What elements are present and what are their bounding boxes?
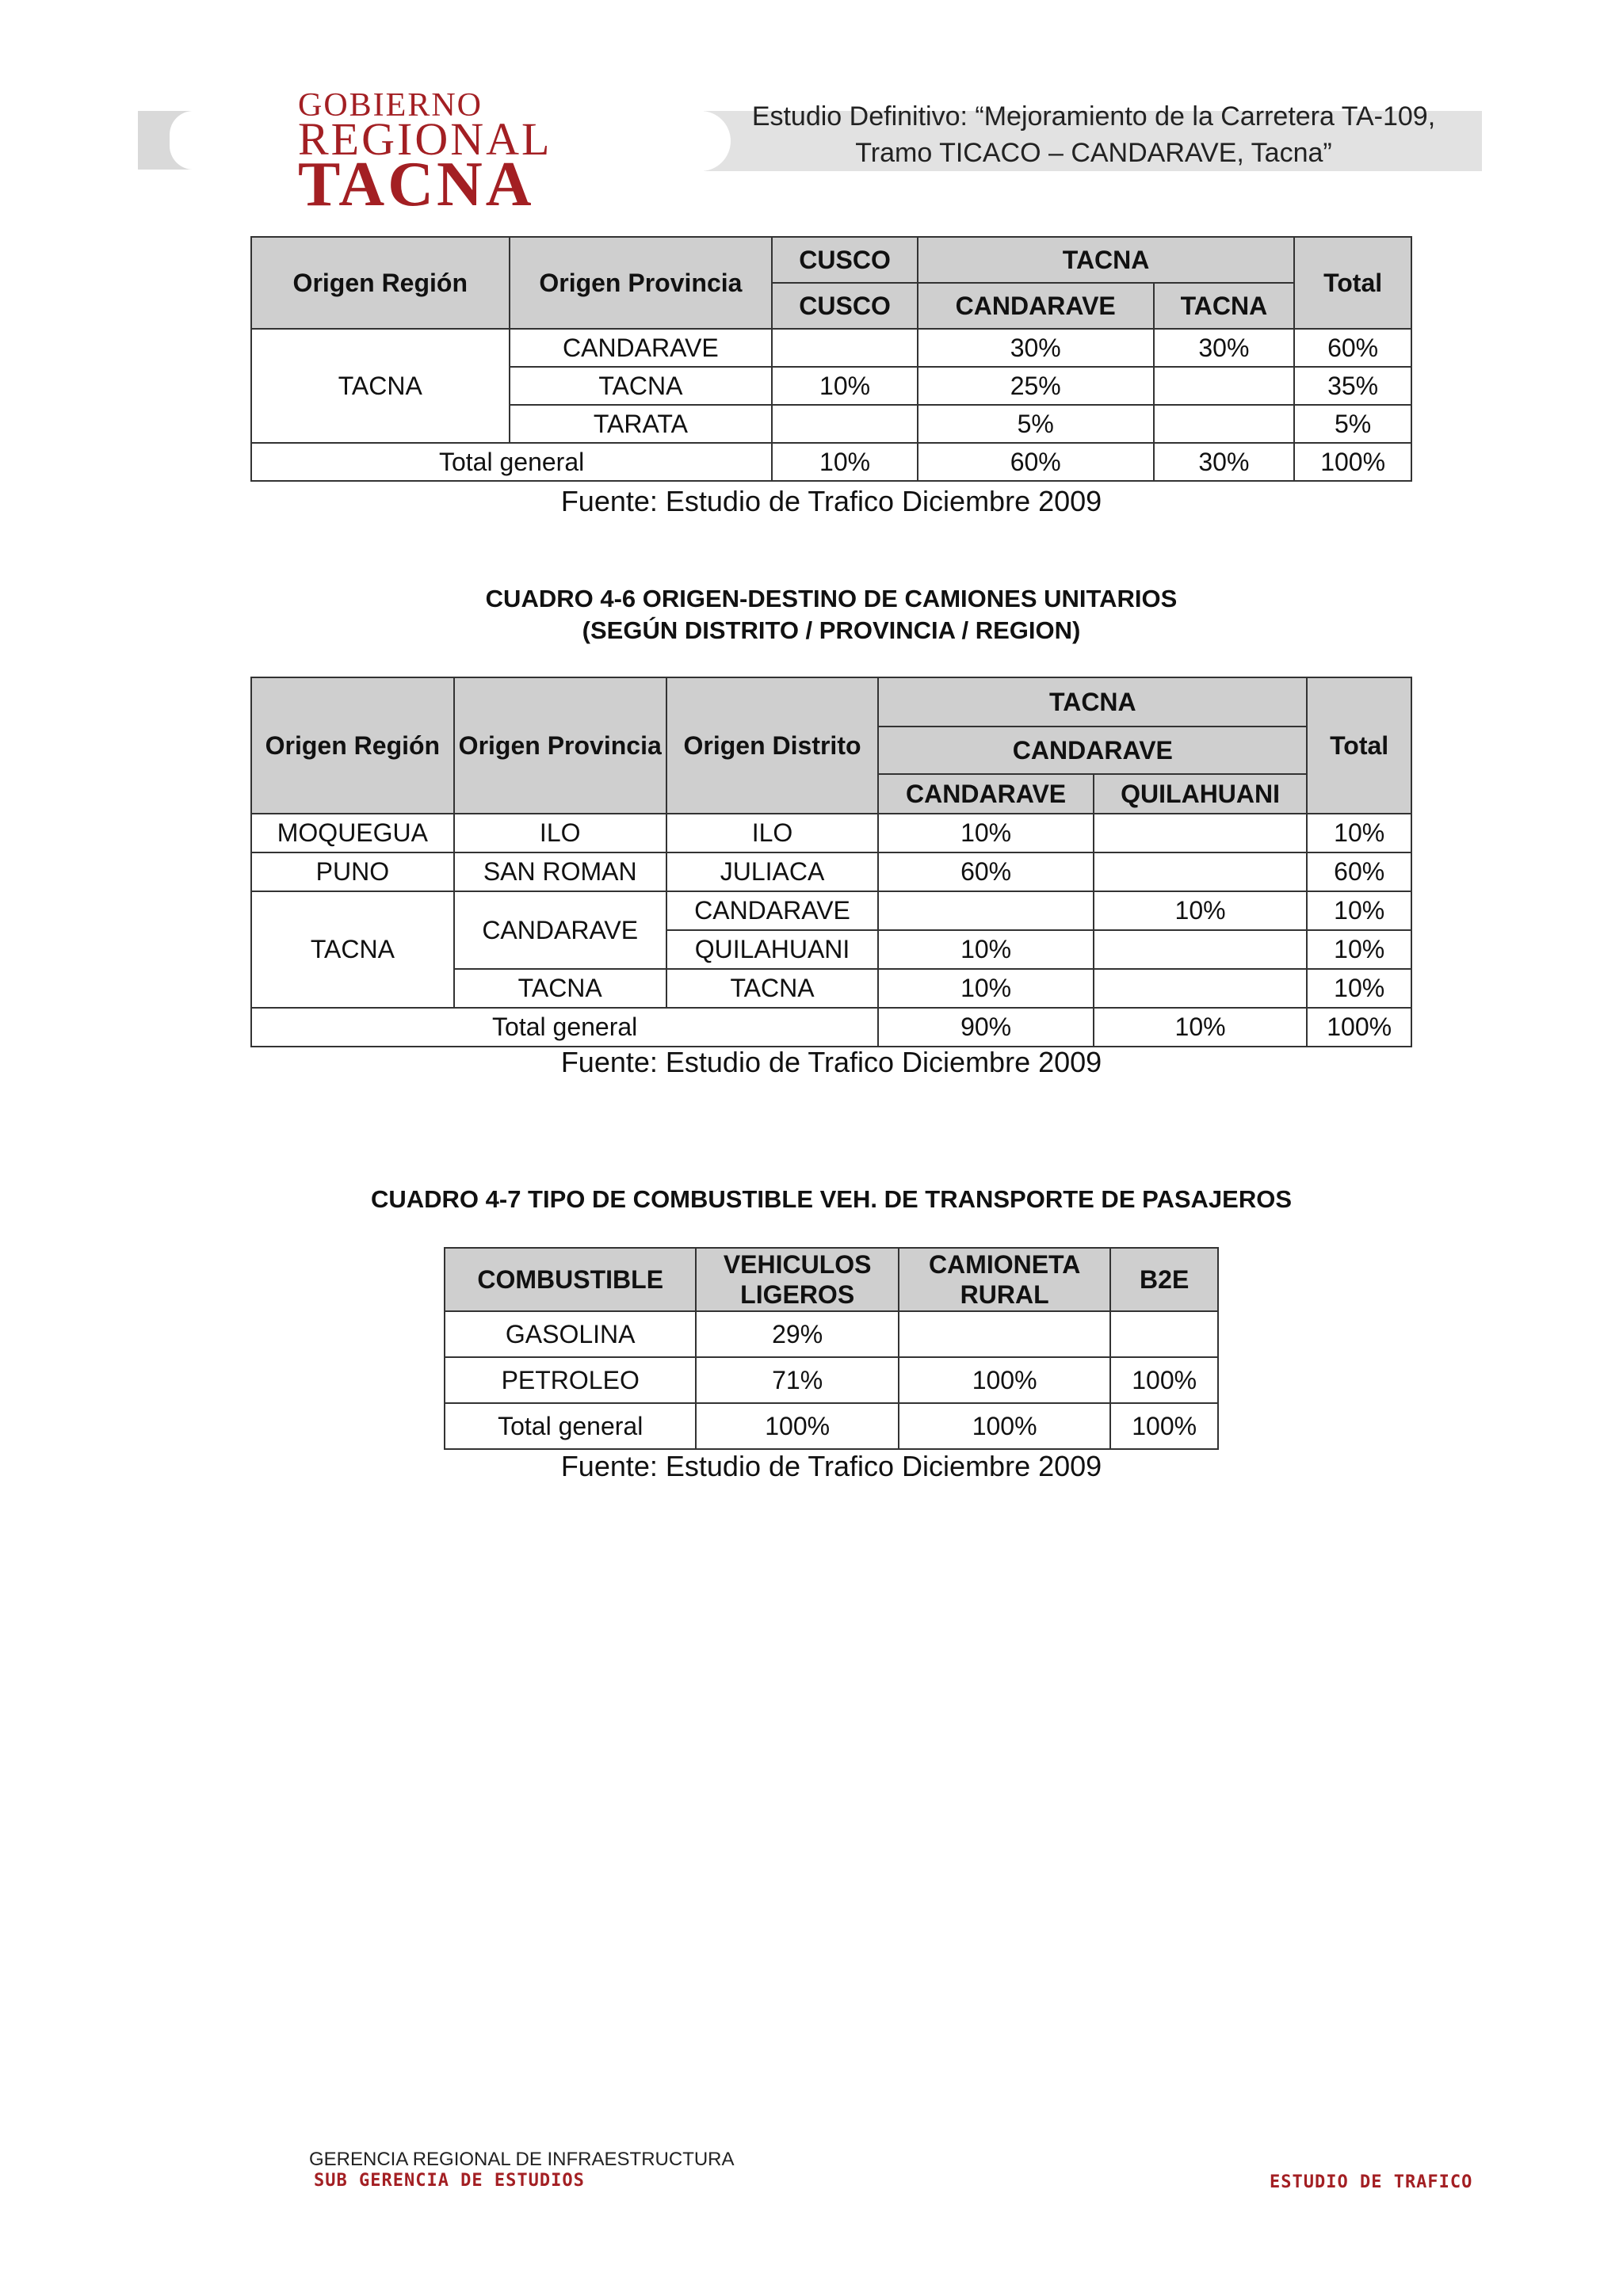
cell-cr (899, 1311, 1110, 1357)
cell-vl: 100% (696, 1403, 899, 1449)
cell-total: 60% (1294, 329, 1411, 367)
th-tacna-sub: TACNA (1154, 283, 1295, 329)
cell-total: 35% (1294, 367, 1411, 405)
table-origen-destino-camiones (250, 677, 1412, 1047)
table-row (251, 891, 1411, 930)
table2-source: Fuente: Estudio de Trafico Diciembre 2009 (560, 1046, 1102, 1078)
th-camioneta-rural (899, 1248, 1110, 1311)
cell-provincia: TARATA (510, 405, 773, 443)
cell-candarave: 30% (918, 329, 1154, 367)
cell-b2e (1110, 1311, 1218, 1357)
cell-provincia: ILO (454, 814, 666, 852)
cell-candarave (878, 891, 1093, 930)
cell-candarave: 90% (878, 1008, 1093, 1047)
cell-total: 100% (1307, 1008, 1411, 1047)
cell-distrito: TACNA (666, 969, 879, 1008)
document-title-line-1: Estudio Definitivo: “Mejoramiento de la Carretera TA-109, (751, 101, 1436, 132)
cell-distrito: ILO (666, 814, 879, 852)
th-origen-distrito: Origen Distrito (666, 677, 879, 814)
cell-candarave: 5% (918, 405, 1154, 443)
cell-total: 5% (1294, 405, 1411, 443)
table-row (251, 852, 1411, 891)
table-origen-destino-1 (250, 236, 1412, 482)
th-tacna-region: TACNA (918, 237, 1294, 283)
cell-provincia: TACNA (510, 367, 773, 405)
cell-quilahuani (1094, 969, 1308, 1008)
cell-cusco (772, 329, 918, 367)
table-tipo-combustible (444, 1247, 1219, 1450)
cell-distrito: JULIACA (666, 852, 879, 891)
cell-candarave: 60% (918, 443, 1154, 481)
cell-provincia: CANDARAVE (510, 329, 773, 367)
table-row (445, 1357, 1218, 1403)
cell-quilahuani (1094, 814, 1308, 852)
table1-source: Fuente: Estudio de Trafico Diciembre 2009 (560, 485, 1102, 517)
th-vehiculos-ligeros (696, 1248, 899, 1311)
document-title-line-2: Tramo TICACO – CANDARAVE, Tacna” (855, 138, 1332, 168)
table3-caption: CUADRO 4-7 TIPO DE COMBUSTIBLE VEH. DE TRANSPORTE DE PASAJEROS (370, 1185, 1293, 1213)
cell-candarave: 10% (878, 814, 1093, 852)
cell-tacna: 30% (1154, 329, 1295, 367)
th-tacna: TACNA (878, 677, 1307, 727)
th-cusco-sub: CUSCO (772, 283, 918, 329)
table2-caption-line-2: (SEGÚN DISTRITO / PROVINCIA / REGION) (582, 616, 1081, 644)
cell-total: 10% (1307, 814, 1411, 852)
th-cr-line-1: CAMIONETA (928, 1250, 1081, 1279)
table2-caption-line-1: CUADRO 4-6 ORIGEN-DESTINO DE CAMIONES UNITARIOS (485, 585, 1178, 612)
cell-cr: 100% (899, 1357, 1110, 1403)
cell-tacna (1154, 405, 1295, 443)
cell-region: TACNA (251, 329, 510, 443)
table-row (445, 1311, 1218, 1357)
th-candarave-sub: CANDARAVE (918, 283, 1154, 329)
th-candarave: CANDARAVE (878, 774, 1093, 814)
cell-distrito: QUILAHUANI (666, 930, 879, 969)
th-cr-line-2: RURAL (960, 1280, 1049, 1309)
cell-region: PUNO (251, 852, 454, 891)
cell-region: MOQUEGUA (251, 814, 454, 852)
cell-quilahuani (1094, 930, 1308, 969)
logo-line-2: REGIONAL (298, 113, 552, 165)
th-origen-provincia: Origen Provincia (510, 237, 773, 329)
table3-source: Fuente: Estudio de Trafico Diciembre 2009 (560, 1450, 1102, 1482)
cell-combustible: Total general (445, 1403, 696, 1449)
total-row (251, 443, 1411, 481)
th-combustible: COMBUSTIBLE (445, 1248, 696, 1311)
cell-provincia: TACNA (454, 969, 666, 1008)
cell-b2e: 100% (1110, 1403, 1218, 1449)
header-band-left (138, 111, 192, 170)
th-origen-region: Origen Región (251, 677, 454, 814)
cell-tacna (1154, 367, 1295, 405)
total-row (445, 1403, 1218, 1449)
th-cusco-region: CUSCO (772, 237, 918, 283)
cell-cr: 100% (899, 1403, 1110, 1449)
footer-estudio-trafico: ESTUDIO DE TRAFICO (1270, 2172, 1473, 2192)
cell-cusco: 10% (772, 367, 918, 405)
cell-candarave: 60% (878, 852, 1093, 891)
logo-line-1: GOBIERNO (298, 87, 483, 124)
th-vl-line-2: LIGEROS (740, 1280, 855, 1309)
cell-provincia: CANDARAVE (454, 891, 666, 969)
cell-candarave: 25% (918, 367, 1154, 405)
cell-total: 100% (1294, 443, 1411, 481)
document-title (697, 98, 1490, 171)
cell-total: 60% (1307, 852, 1411, 891)
table-row (251, 329, 1411, 367)
cell-b2e: 100% (1110, 1357, 1218, 1403)
cell-quilahuani (1094, 852, 1308, 891)
th-total: Total (1307, 677, 1411, 814)
total-row (251, 1008, 1411, 1047)
th-total: Total (1294, 237, 1411, 329)
cell-candarave: 10% (878, 930, 1093, 969)
table2-caption (250, 583, 1412, 646)
th-b2e: B2E (1110, 1248, 1218, 1311)
th-vl-line-1: VEHICULOS (723, 1250, 872, 1279)
cell-total: 10% (1307, 969, 1411, 1008)
gobierno-regional-tacna-logo (298, 87, 615, 219)
cell-distrito: CANDARAVE (666, 891, 879, 930)
th-quilahuani: QUILAHUANI (1094, 774, 1308, 814)
th-origen-region: Origen Región (251, 237, 510, 329)
cell-vl: 29% (696, 1311, 899, 1357)
cell-tacna: 30% (1154, 443, 1295, 481)
cell-quilahuani: 10% (1094, 1008, 1308, 1047)
cell-total-label: Total general (251, 1008, 878, 1047)
cell-region: TACNA (251, 891, 454, 1008)
table-row (251, 814, 1411, 852)
cell-cusco: 10% (772, 443, 918, 481)
cell-total: 10% (1307, 930, 1411, 969)
cell-candarave: 10% (878, 969, 1093, 1008)
footer-gerencia: GERENCIA REGIONAL DE INFRAESTRUCTURA (309, 2149, 735, 2170)
footer-sub-gerencia: SUB GERENCIA DE ESTUDIOS (314, 2171, 585, 2191)
cell-combustible: GASOLINA (445, 1311, 696, 1357)
cell-provincia: SAN ROMAN (454, 852, 666, 891)
cell-total-label: Total general (251, 443, 772, 481)
cell-total: 10% (1307, 891, 1411, 930)
cell-combustible: PETROLEO (445, 1357, 696, 1403)
th-origen-provincia: Origen Provincia (454, 677, 666, 814)
th-candarave-group: CANDARAVE (878, 727, 1307, 774)
cell-cusco (772, 405, 918, 443)
logo-line-3: TACNA (298, 150, 535, 219)
cell-vl: 71% (696, 1357, 899, 1403)
cell-quilahuani: 10% (1094, 891, 1308, 930)
